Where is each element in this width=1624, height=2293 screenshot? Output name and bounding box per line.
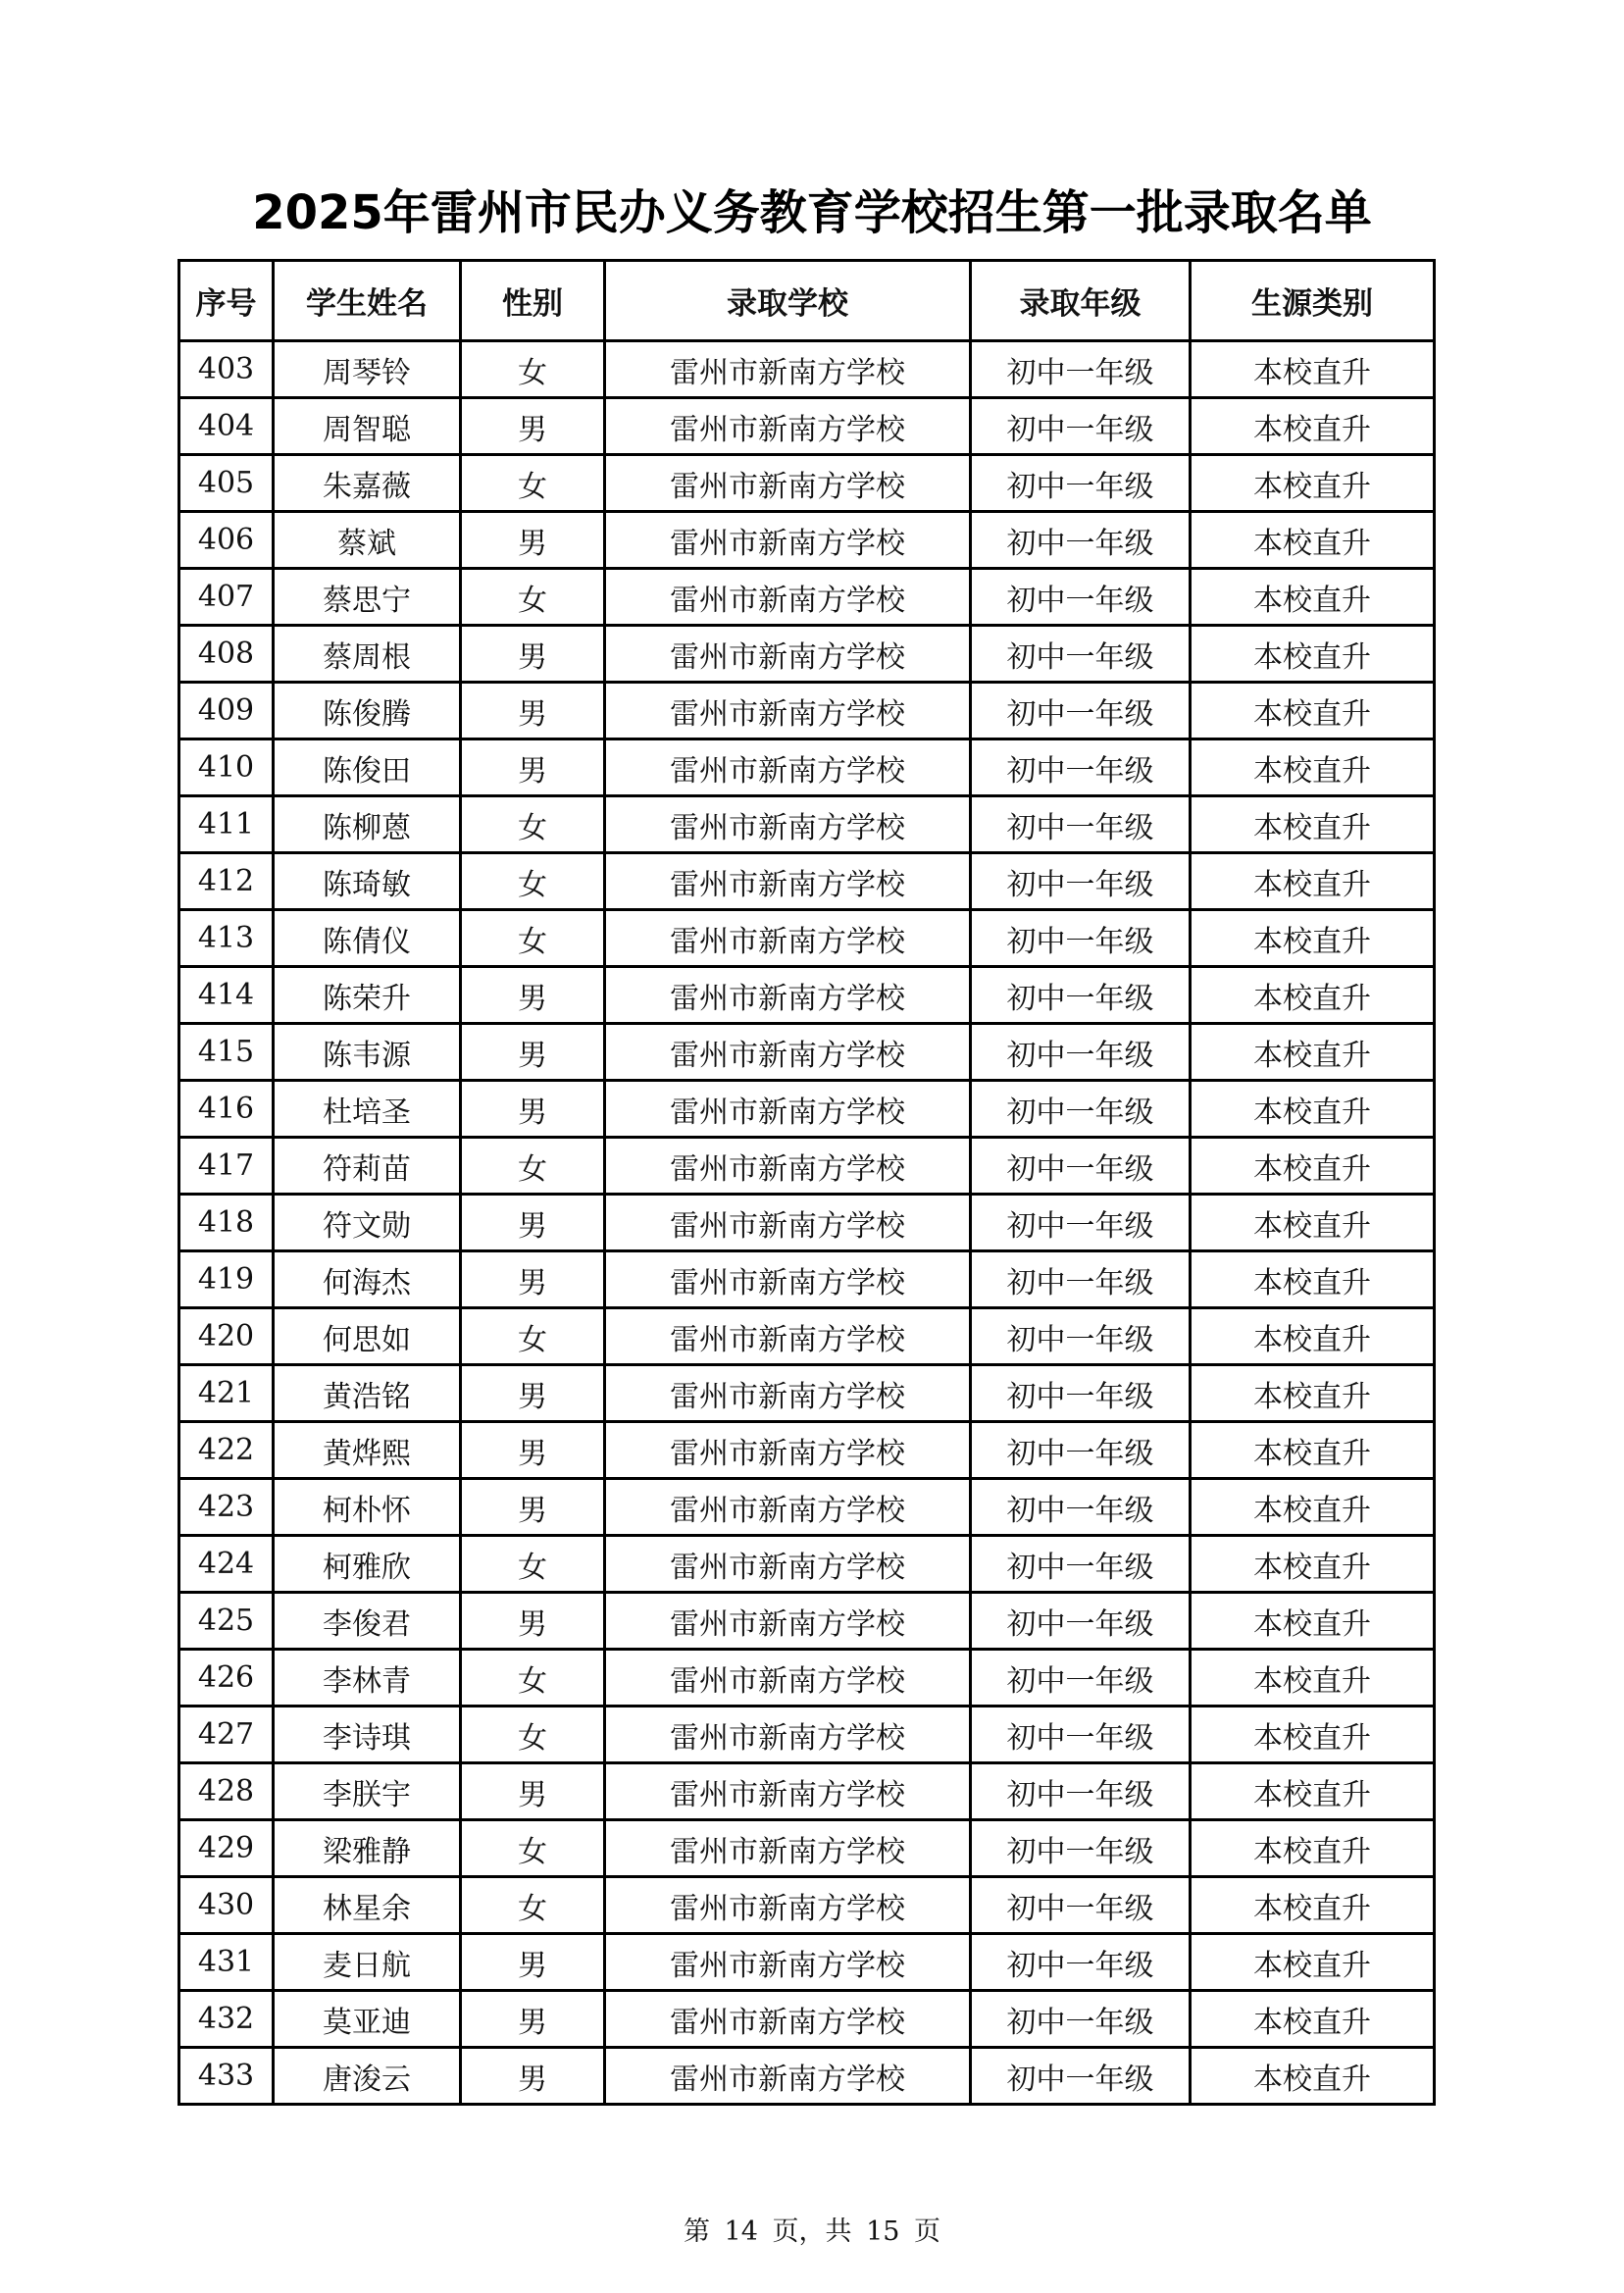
cell-grade: 初中一年级 (971, 853, 1191, 910)
cell-index: 414 (179, 967, 274, 1024)
cell-gender: 男 (461, 1479, 605, 1536)
cell-school: 雷州市新南方学校 (605, 398, 971, 455)
cell-school: 雷州市新南方学校 (605, 1877, 971, 1934)
cell-source-type: 本校直升 (1191, 967, 1435, 1024)
cell-grade: 初中一年级 (971, 341, 1191, 398)
cell-gender: 女 (461, 1138, 605, 1195)
table-row (179, 1650, 1435, 1707)
cell-index: 429 (179, 1820, 274, 1877)
cell-source-type: 本校直升 (1191, 1536, 1435, 1593)
cell-gender: 男 (461, 683, 605, 739)
table-row (179, 1593, 1435, 1650)
cell-source-type: 本校直升 (1191, 1991, 1435, 2048)
table-body (179, 341, 1435, 2105)
cell-school: 雷州市新南方学校 (605, 1934, 971, 1991)
cell-grade: 初中一年级 (971, 1991, 1191, 2048)
cell-school: 雷州市新南方学校 (605, 1763, 971, 1820)
cell-student-name: 蔡斌 (274, 512, 461, 569)
cell-school: 雷州市新南方学校 (605, 455, 971, 512)
cell-student-name: 陈荣升 (274, 967, 461, 1024)
cell-index: 406 (179, 512, 274, 569)
cell-gender: 男 (461, 739, 605, 796)
cell-school: 雷州市新南方学校 (605, 1365, 971, 1422)
cell-index: 421 (179, 1365, 274, 1422)
table-row (179, 1195, 1435, 1251)
cell-gender: 男 (461, 1934, 605, 1991)
cell-source-type: 本校直升 (1191, 1422, 1435, 1479)
cell-index: 405 (179, 455, 274, 512)
cell-school: 雷州市新南方学校 (605, 626, 971, 683)
cell-source-type: 本校直升 (1191, 1593, 1435, 1650)
page-footer (0, 2210, 1624, 2248)
cell-gender: 男 (461, 512, 605, 569)
cell-grade: 初中一年级 (971, 1195, 1191, 1251)
cell-grade: 初中一年级 (971, 1138, 1191, 1195)
cell-school: 雷州市新南方学校 (605, 1308, 971, 1365)
cell-index: 410 (179, 739, 274, 796)
cell-source-type: 本校直升 (1191, 683, 1435, 739)
table-row (179, 796, 1435, 853)
cell-gender: 女 (461, 1308, 605, 1365)
cell-index: 416 (179, 1081, 274, 1138)
cell-grade: 初中一年级 (971, 1934, 1191, 1991)
cell-gender: 男 (461, 1593, 605, 1650)
cell-school: 雷州市新南方学校 (605, 1479, 971, 1536)
cell-source-type: 本校直升 (1191, 1024, 1435, 1081)
cell-grade: 初中一年级 (971, 1024, 1191, 1081)
cell-source-type: 本校直升 (1191, 1650, 1435, 1707)
cell-gender: 男 (461, 1081, 605, 1138)
cell-index: 422 (179, 1422, 274, 1479)
cell-student-name: 梁雅静 (274, 1820, 461, 1877)
cell-school: 雷州市新南方学校 (605, 1138, 971, 1195)
cell-student-name: 蔡周根 (274, 626, 461, 683)
cell-source-type: 本校直升 (1191, 796, 1435, 853)
cell-gender: 男 (461, 1365, 605, 1422)
table-row (179, 1991, 1435, 2048)
cell-grade: 初中一年级 (971, 2048, 1191, 2105)
cell-school: 雷州市新南方学校 (605, 1707, 971, 1763)
cell-school: 雷州市新南方学校 (605, 796, 971, 853)
cell-student-name: 李诗琪 (274, 1707, 461, 1763)
cell-grade: 初中一年级 (971, 398, 1191, 455)
cell-school: 雷州市新南方学校 (605, 512, 971, 569)
cell-grade: 初中一年级 (971, 455, 1191, 512)
cell-source-type: 本校直升 (1191, 1820, 1435, 1877)
cell-student-name: 唐浚云 (274, 2048, 461, 2105)
footer-total-pages: 15 (866, 2217, 900, 2247)
cell-index: 431 (179, 1934, 274, 1991)
cell-student-name: 李林青 (274, 1650, 461, 1707)
cell-school: 雷州市新南方学校 (605, 1251, 971, 1308)
cell-school: 雷州市新南方学校 (605, 1024, 971, 1081)
cell-index: 419 (179, 1251, 274, 1308)
header-gender: 性别 (461, 261, 605, 341)
cell-grade: 初中一年级 (971, 1081, 1191, 1138)
cell-index: 407 (179, 569, 274, 626)
cell-gender: 女 (461, 1820, 605, 1877)
cell-gender: 女 (461, 796, 605, 853)
cell-gender: 男 (461, 398, 605, 455)
cell-grade: 初中一年级 (971, 1593, 1191, 1650)
cell-gender: 男 (461, 1991, 605, 2048)
cell-gender: 女 (461, 341, 605, 398)
cell-source-type: 本校直升 (1191, 341, 1435, 398)
cell-source-type: 本校直升 (1191, 1707, 1435, 1763)
cell-grade: 初中一年级 (971, 569, 1191, 626)
cell-index: 426 (179, 1650, 274, 1707)
cell-source-type: 本校直升 (1191, 1308, 1435, 1365)
cell-student-name: 周琴铃 (274, 341, 461, 398)
cell-grade: 初中一年级 (971, 1650, 1191, 1707)
table-row (179, 1251, 1435, 1308)
cell-source-type: 本校直升 (1191, 910, 1435, 967)
cell-source-type: 本校直升 (1191, 1479, 1435, 1536)
admission-table (178, 259, 1436, 2106)
cell-student-name: 陈柳蒽 (274, 796, 461, 853)
cell-index: 403 (179, 341, 274, 398)
cell-student-name: 柯雅欣 (274, 1536, 461, 1593)
table-row (179, 967, 1435, 1024)
cell-grade: 初中一年级 (971, 1536, 1191, 1593)
cell-gender: 女 (461, 1650, 605, 1707)
cell-index: 433 (179, 2048, 274, 2105)
cell-index: 411 (179, 796, 274, 853)
cell-student-name: 李俊君 (274, 1593, 461, 1650)
table-row (179, 512, 1435, 569)
header-grade: 录取年级 (971, 261, 1191, 341)
cell-gender: 男 (461, 626, 605, 683)
cell-school: 雷州市新南方学校 (605, 910, 971, 967)
cell-index: 404 (179, 398, 274, 455)
footer-current-page: 14 (724, 2217, 758, 2247)
cell-grade: 初中一年级 (971, 1479, 1191, 1536)
table-row (179, 1934, 1435, 1991)
cell-grade: 初中一年级 (971, 1422, 1191, 1479)
table-header-row (179, 261, 1435, 341)
cell-grade: 初中一年级 (971, 1820, 1191, 1877)
cell-grade: 初中一年级 (971, 512, 1191, 569)
cell-gender: 男 (461, 1024, 605, 1081)
cell-gender: 女 (461, 910, 605, 967)
cell-school: 雷州市新南方学校 (605, 2048, 971, 2105)
cell-index: 428 (179, 1763, 274, 1820)
cell-grade: 初中一年级 (971, 1308, 1191, 1365)
cell-source-type: 本校直升 (1191, 398, 1435, 455)
cell-index: 412 (179, 853, 274, 910)
cell-source-type: 本校直升 (1191, 739, 1435, 796)
cell-grade: 初中一年级 (971, 1365, 1191, 1422)
cell-source-type: 本校直升 (1191, 1934, 1435, 1991)
cell-source-type: 本校直升 (1191, 1081, 1435, 1138)
table-row (179, 910, 1435, 967)
table-row (179, 1479, 1435, 1536)
cell-school: 雷州市新南方学校 (605, 739, 971, 796)
cell-source-type: 本校直升 (1191, 1763, 1435, 1820)
table-row (179, 1763, 1435, 1820)
table-row (179, 455, 1435, 512)
cell-gender: 女 (461, 569, 605, 626)
cell-index: 415 (179, 1024, 274, 1081)
cell-gender: 男 (461, 1251, 605, 1308)
header-school: 录取学校 (605, 261, 971, 341)
footer-prefix: 第 (683, 2217, 710, 2247)
cell-grade: 初中一年级 (971, 1251, 1191, 1308)
cell-school: 雷州市新南方学校 (605, 1081, 971, 1138)
table-row (179, 1138, 1435, 1195)
cell-source-type: 本校直升 (1191, 569, 1435, 626)
header-student-name: 学生姓名 (274, 261, 461, 341)
cell-index: 425 (179, 1593, 274, 1650)
cell-student-name: 莫亚迪 (274, 1991, 461, 2048)
cell-index: 424 (179, 1536, 274, 1593)
cell-source-type: 本校直升 (1191, 2048, 1435, 2105)
cell-source-type: 本校直升 (1191, 1365, 1435, 1422)
cell-grade: 初中一年级 (971, 967, 1191, 1024)
cell-grade: 初中一年级 (971, 1707, 1191, 1763)
cell-school: 雷州市新南方学校 (605, 967, 971, 1024)
cell-student-name: 蔡思宁 (274, 569, 461, 626)
cell-student-name: 周智聪 (274, 398, 461, 455)
cell-school: 雷州市新南方学校 (605, 853, 971, 910)
header-index: 序号 (179, 261, 274, 341)
cell-index: 432 (179, 1991, 274, 2048)
cell-grade: 初中一年级 (971, 683, 1191, 739)
cell-gender: 男 (461, 1763, 605, 1820)
cell-school: 雷州市新南方学校 (605, 1593, 971, 1650)
cell-index: 409 (179, 683, 274, 739)
cell-index: 413 (179, 910, 274, 967)
cell-grade: 初中一年级 (971, 1877, 1191, 1934)
cell-school: 雷州市新南方学校 (605, 1820, 971, 1877)
table-row (179, 853, 1435, 910)
cell-student-name: 朱嘉薇 (274, 455, 461, 512)
cell-student-name: 陈韦源 (274, 1024, 461, 1081)
cell-student-name: 柯朴怀 (274, 1479, 461, 1536)
table-row (179, 2048, 1435, 2105)
table-row (179, 341, 1435, 398)
cell-student-name: 何海杰 (274, 1251, 461, 1308)
cell-gender: 女 (461, 455, 605, 512)
cell-student-name: 陈俊腾 (274, 683, 461, 739)
cell-student-name: 黄烨熙 (274, 1422, 461, 1479)
cell-grade: 初中一年级 (971, 910, 1191, 967)
cell-gender: 女 (461, 853, 605, 910)
cell-grade: 初中一年级 (971, 796, 1191, 853)
table-row (179, 1365, 1435, 1422)
cell-student-name: 陈俊田 (274, 739, 461, 796)
cell-index: 408 (179, 626, 274, 683)
footer-suffix: 页 (914, 2217, 941, 2247)
cell-source-type: 本校直升 (1191, 1138, 1435, 1195)
cell-school: 雷州市新南方学校 (605, 1422, 971, 1479)
cell-school: 雷州市新南方学校 (605, 1991, 971, 2048)
cell-index: 417 (179, 1138, 274, 1195)
cell-grade: 初中一年级 (971, 1763, 1191, 1820)
cell-grade: 初中一年级 (971, 626, 1191, 683)
cell-source-type: 本校直升 (1191, 1251, 1435, 1308)
table-row (179, 683, 1435, 739)
cell-source-type: 本校直升 (1191, 512, 1435, 569)
table-row (179, 1422, 1435, 1479)
cell-index: 430 (179, 1877, 274, 1934)
cell-school: 雷州市新南方学校 (605, 569, 971, 626)
cell-index: 418 (179, 1195, 274, 1251)
cell-student-name: 符莉苗 (274, 1138, 461, 1195)
table-row (179, 398, 1435, 455)
cell-student-name: 林星余 (274, 1877, 461, 1934)
cell-source-type: 本校直升 (1191, 626, 1435, 683)
cell-student-name: 陈琦敏 (274, 853, 461, 910)
table-row (179, 1820, 1435, 1877)
cell-gender: 男 (461, 2048, 605, 2105)
cell-school: 雷州市新南方学校 (605, 1195, 971, 1251)
cell-student-name: 何思如 (274, 1308, 461, 1365)
cell-student-name: 杜培圣 (274, 1081, 461, 1138)
cell-source-type: 本校直升 (1191, 1877, 1435, 1934)
cell-grade: 初中一年级 (971, 739, 1191, 796)
footer-mid: 页，共 (772, 2217, 852, 2247)
cell-school: 雷州市新南方学校 (605, 683, 971, 739)
cell-source-type: 本校直升 (1191, 1195, 1435, 1251)
table-row (179, 739, 1435, 796)
cell-index: 423 (179, 1479, 274, 1536)
cell-gender: 男 (461, 967, 605, 1024)
table-row (179, 626, 1435, 683)
table-row (179, 1877, 1435, 1934)
table-row (179, 569, 1435, 626)
cell-source-type: 本校直升 (1191, 455, 1435, 512)
cell-gender: 女 (461, 1877, 605, 1934)
cell-source-type: 本校直升 (1191, 853, 1435, 910)
table-row (179, 1308, 1435, 1365)
table-row (179, 1081, 1435, 1138)
document-title: 2025年雷州市民办义务教育学校招生第一批录取名单 (252, 185, 1372, 240)
cell-student-name: 黄浩铭 (274, 1365, 461, 1422)
cell-index: 427 (179, 1707, 274, 1763)
cell-student-name: 李朕宇 (274, 1763, 461, 1820)
table-row (179, 1024, 1435, 1081)
cell-school: 雷州市新南方学校 (605, 1650, 971, 1707)
cell-index: 420 (179, 1308, 274, 1365)
cell-student-name: 符文勋 (274, 1195, 461, 1251)
table-row (179, 1536, 1435, 1593)
cell-school: 雷州市新南方学校 (605, 1536, 971, 1593)
cell-gender: 男 (461, 1422, 605, 1479)
cell-gender: 女 (461, 1707, 605, 1763)
cell-gender: 男 (461, 1195, 605, 1251)
header-source-type: 生源类别 (1191, 261, 1435, 341)
cell-gender: 女 (461, 1536, 605, 1593)
cell-student-name: 麦日航 (274, 1934, 461, 1991)
cell-school: 雷州市新南方学校 (605, 341, 971, 398)
cell-student-name: 陈倩仪 (274, 910, 461, 967)
table-row (179, 1707, 1435, 1763)
